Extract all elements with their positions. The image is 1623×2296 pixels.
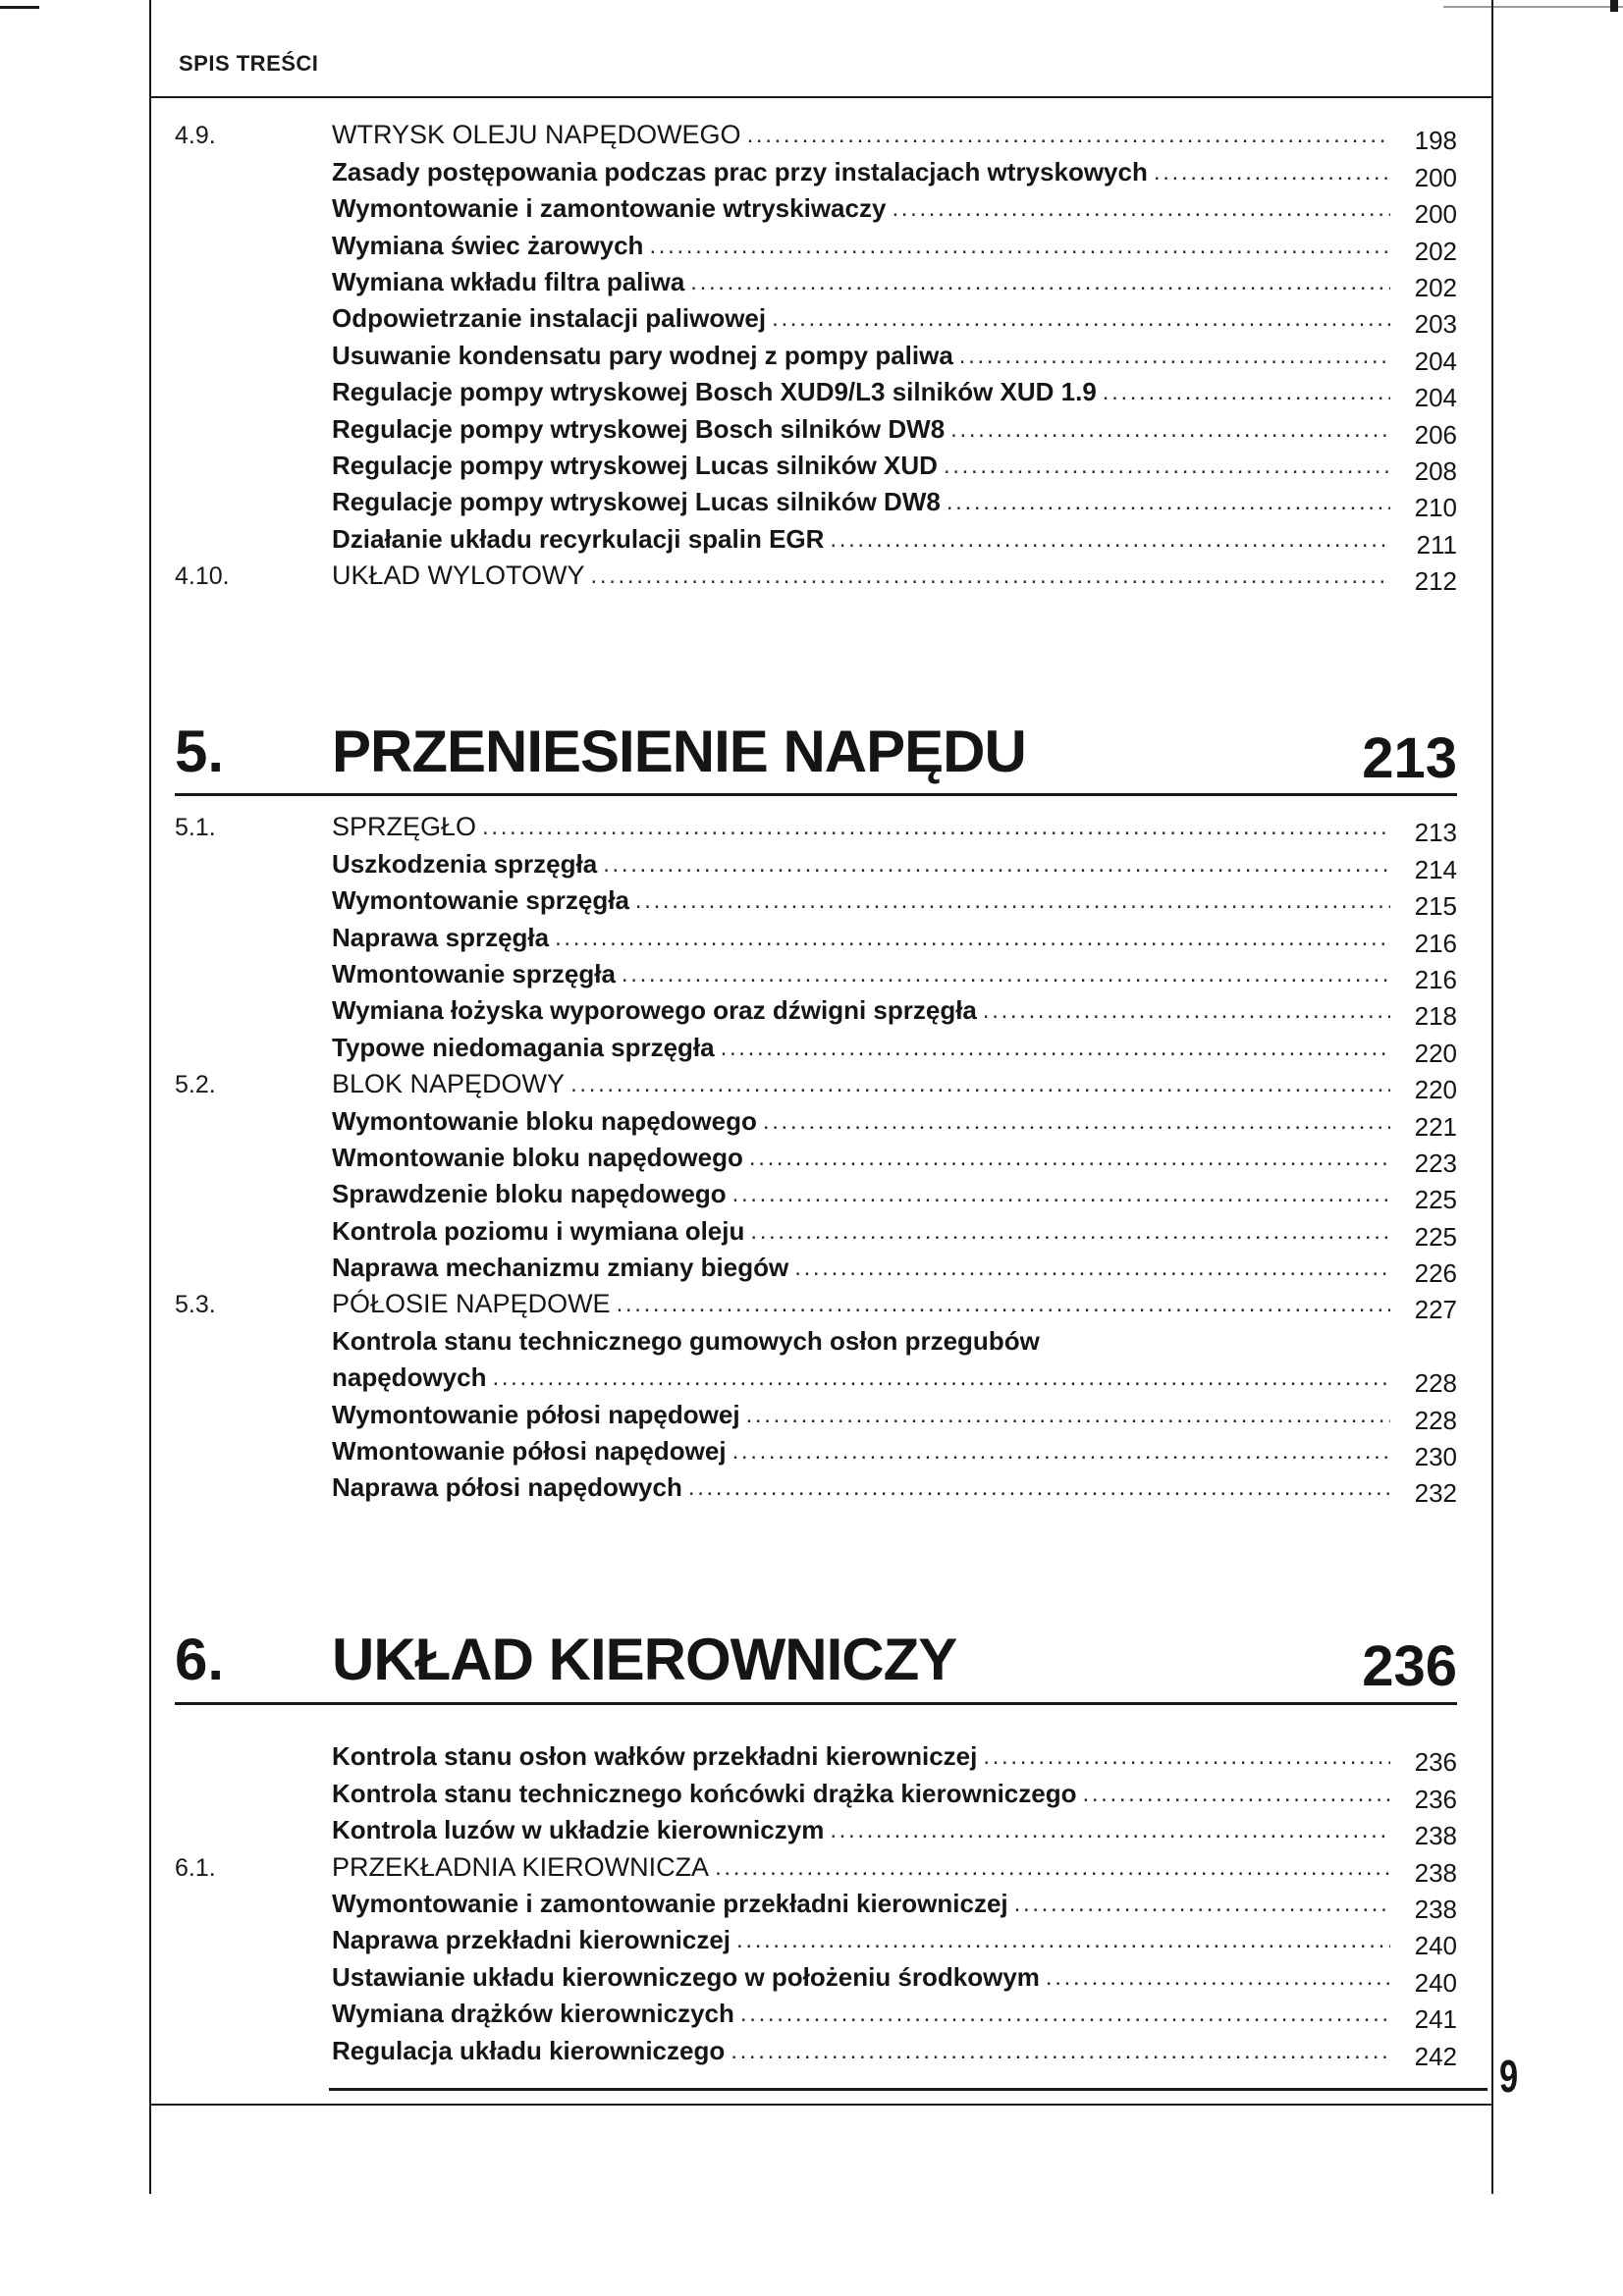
toc-entry-page: 214 [1414,854,1457,884]
toc-entry-title: Wmontowanie półosi napędowej [332,1436,727,1467]
toc-entry-title: Uszkodzenia sprzęgła [332,848,598,879]
toc-entry[interactable] [175,1847,1457,1888]
chapter-heading-5[interactable] [175,712,1457,790]
toc-entry-page: 228 [1414,1368,1457,1399]
toc-entry-page: 200 [1414,199,1457,230]
toc-entry[interactable] [175,1028,1457,1068]
toc-entry-page: 212 [1414,566,1457,597]
page-number: 9 [1499,2051,1519,2102]
toc-entry-title: Wymiana łożyska wyporowego oraz dźwigni sprzęgła [332,995,977,1026]
toc-entry-page: 240 [1414,1931,1457,1961]
leader-dots [732,1183,1390,1206]
toc-entry[interactable] [175,1285,1457,1325]
leader-dots [750,1220,1390,1244]
toc-entry-title: Odpowietrzanie instalacji paliwowej [332,303,767,334]
toc-entry-page: 218 [1414,1001,1457,1032]
toc-entry-page: 221 [1414,1111,1457,1142]
leader-dots [617,1293,1390,1316]
leader-dots [763,1110,1390,1134]
chapter-title: PRZENIESIENIE NAPĘDU [332,718,1026,784]
toc-entry[interactable] [175,336,1457,376]
toc-entry-title: Wymontowanie bloku napędowego [332,1105,757,1136]
leader-dots [603,853,1390,877]
toc-entry-page: 225 [1414,1221,1457,1252]
toc-entry-title: Regulacje pompy wtryskowej Lucas silników XUD [332,450,938,480]
toc-section-6 [175,1737,1457,2071]
toc-entry[interactable] [175,1065,1457,1105]
toc-entry-title: PÓŁOSIE NAPĘDOWE [332,1289,611,1319]
leader-dots [591,564,1390,588]
leader-dots [950,418,1390,442]
toc-entry-title: Ustawianie układu kierowniczego w położeniu środkowym [332,1961,1040,1992]
toc-entry-page: 238 [1414,1857,1457,1888]
leader-dots [622,963,1390,987]
toc-entry[interactable] [175,1139,1457,1178]
toc-entry-page: 208 [1414,455,1457,486]
footer-rule-top [329,2088,1488,2091]
toc-entry-title: Kontrola luzów w układzie kierowniczym [332,1815,825,1845]
leader-dots [1046,1966,1390,1990]
toc-entry[interactable] [175,1211,1457,1252]
toc-section-5 [175,808,1457,1509]
right-edge-mark [1610,0,1618,12]
leader-dots [555,927,1390,950]
toc-entry-page: 202 [1414,272,1457,302]
toc-entry-title: Wymiana drążków kierowniczych [332,1999,734,2029]
toc-entry-title: SPRZĘGŁO [332,812,477,842]
toc-entry-page: 216 [1414,964,1457,994]
chapter-heading-6[interactable] [175,1620,1457,1698]
toc-entry-title: Kontrola stanu technicznego końcówki drążka kierowniczego [332,1778,1077,1808]
toc-entry-page: 211 [1416,529,1457,560]
toc-entry-title: WTRYSK OLEJU NAPĘDOWEGO [332,120,741,150]
leader-dots [1103,381,1390,404]
toc-entry[interactable] [175,299,1457,340]
toc-entry-title: Zasady postępowania podczas prac przy instalacjach wtryskowych [332,156,1148,187]
toc-entry-title: PRZEKŁADNIA KIEROWNICZA [332,1851,710,1882]
toc-entry-page: 204 [1414,383,1457,413]
toc-entry-title: Działanie układu recyrkulacji spalin EGR [332,523,825,554]
toc-entry[interactable] [175,519,1457,560]
leader-dots [830,528,1390,552]
toc-entry-number: 6.1. [175,1853,216,1882]
toc-entry-title: Naprawa mechanizmu zmiany biegów [332,1253,789,1283]
toc-entry-page: 220 [1414,1075,1457,1105]
toc-entry[interactable] [175,1101,1457,1142]
leader-dots [1014,1893,1390,1916]
toc-entry[interactable] [175,1249,1457,1289]
toc-entry-title: UKŁAD WYLOTOWY [332,561,585,591]
toc-entry-title: Typowe niedomagania sprzęgła [332,1032,715,1062]
leader-dots [492,1366,1390,1390]
toc-entry-page: 238 [1414,1894,1457,1924]
toc-entry-page: 213 [1414,818,1457,848]
toc-entry-title: Naprawa przekładni kierowniczej [332,1925,731,1955]
toc-entry[interactable] [175,1921,1457,1961]
toc-entry-page: 242 [1414,2041,1457,2071]
toc-entry[interactable] [175,1359,1457,1399]
toc-entry-page: 236 [1414,1784,1457,1814]
toc-entry-title: Wymontowanie półosi napędowej [332,1399,740,1429]
toc-entry-title: Naprawa sprzęgła [332,922,550,952]
toc-entry[interactable] [175,483,1457,523]
leader-dots [649,235,1390,258]
toc-entry[interactable] [175,1995,1457,2035]
toc-entry[interactable] [175,2031,1457,2071]
toc-entry-title: Kontrola poziomu i wymiana oleju [332,1215,745,1246]
toc-entry[interactable] [175,1737,1457,1778]
toc-entry-number: 4.9. [175,122,216,150]
toc-entry-title: Kontrola stanu osłon wałków przekładni kierowniczej [332,1741,978,1772]
toc-entry-page: 202 [1414,236,1457,266]
toc-entry[interactable] [175,189,1457,230]
toc-entry-page: 198 [1414,126,1457,156]
toc-entry-number: 5.1. [175,814,216,842]
toc-entry[interactable] [175,844,1457,884]
chapter-rule [175,793,1457,796]
toc-entry-title: Usuwanie kondensatu pary wodnej z pompy paliwa [332,340,953,370]
leader-dots [1154,161,1390,185]
toc-entry[interactable] [175,152,1457,192]
toc-entry[interactable] [175,447,1457,486]
toc-entry-page: 206 [1414,419,1457,450]
leader-dots [892,197,1390,221]
footer-rule [149,2104,1493,2106]
chapter-number: 5. [175,718,225,784]
toc-entry[interactable] [175,1432,1457,1472]
leader-dots [749,1147,1390,1170]
toc-entry-page: 228 [1414,1405,1457,1435]
toc-entry-title: Regulacje pompy wtryskowej Bosch XUD9/L3 silników XUD 1.9 [332,377,1097,407]
top-edge-rule [0,6,39,9]
toc-entry-page: 230 [1414,1442,1457,1472]
toc-entry-page: 225 [1414,1185,1457,1215]
toc-entry[interactable] [175,1395,1457,1435]
toc-entry-title: Sprawdzenie bloku napędowego [332,1179,727,1209]
toc-entry[interactable] [175,955,1457,994]
toc-entry[interactable] [175,226,1457,266]
leader-dots [721,1037,1390,1060]
toc-entry[interactable] [175,373,1457,413]
toc-entry-title: Regulacje pompy wtryskowej Lucas silników DW8 [332,487,941,517]
leader-dots [983,999,1390,1023]
toc-entry-title: Wymontowanie i zamontowanie przekładni kierowniczej [332,1888,1008,1918]
leader-dots [740,2002,1390,2026]
toc-entry-number: 4.10. [175,562,230,591]
toc-entry-page: 227 [1414,1295,1457,1325]
leader-dots [730,2040,1390,2063]
toc-entry[interactable] [175,263,1457,302]
toc-entry-page: 232 [1414,1478,1457,1509]
leader-dots [690,271,1390,294]
toc-entry-page: 203 [1414,309,1457,340]
leader-dots [794,1256,1390,1280]
toc-entry[interactable] [175,1885,1457,1924]
toc-entry-page: 240 [1414,1967,1457,1998]
toc-entry-title: Kontrola stanu technicznego gumowych osłon przegubów [332,1325,1040,1356]
toc-entry[interactable] [175,1957,1457,1998]
toc-entry-title: Wymiana świec żarowych [332,230,644,260]
leader-dots [482,816,1390,839]
right-frame-line [1491,0,1493,2194]
toc-entry-title: Wymontowanie i zamontowanie wtryskiwaczy [332,193,887,224]
top-edge-rule-right [1443,6,1623,8]
leader-dots [944,454,1390,478]
toc-entry[interactable] [175,1811,1457,1851]
header-rule [149,96,1493,98]
toc-entry-title: BLOK NAPĘDOWY [332,1069,566,1099]
chapter-title: UKŁAD KIEROWNICZY [332,1626,957,1692]
toc-entry-title: Naprawa półosi napędowych [332,1472,682,1503]
chapter-page: 236 [1362,1633,1457,1698]
toc-entry-first-line[interactable] [175,1321,1457,1358]
toc-entry-title: Regulacja układu kierowniczego [332,2035,726,2065]
toc-entry-title: Wmontowanie bloku napędowego [332,1142,743,1172]
toc-entry[interactable] [175,991,1457,1032]
leader-dots [947,491,1390,514]
chapter-page: 213 [1362,725,1457,790]
toc-entry[interactable] [175,1774,1457,1814]
leader-dots [736,1929,1390,1952]
leader-dots [688,1476,1390,1500]
leader-dots [959,345,1390,368]
leader-dots [1082,1783,1390,1806]
toc-entry-title: Regulacje pompy wtryskowej Bosch silników DW8 [332,413,946,444]
leader-dots [772,307,1390,331]
toc-entry-title: Wymontowanie sprzęgła [332,885,629,916]
toc-entry-number: 5.3. [175,1291,216,1319]
leader-dots [635,889,1390,913]
toc-entry-page: 200 [1414,162,1457,192]
toc-entry-page: 210 [1414,493,1457,523]
toc-entry-page: 223 [1414,1148,1457,1178]
toc-entry-page: 216 [1414,928,1457,958]
toc-entry-number [175,2066,332,2068]
toc-entry-number: 5.2. [175,1071,216,1099]
toc-entry-page: 238 [1414,1821,1457,1851]
leader-dots [747,124,1390,147]
toc-entry-page: 220 [1414,1038,1457,1068]
leader-dots [746,1404,1390,1427]
toc-entry-number [175,1503,332,1505]
chapter-rule [175,1702,1457,1705]
toc-entry[interactable] [175,808,1457,848]
toc-entry-page: 226 [1414,1258,1457,1289]
leader-dots [983,1745,1390,1769]
leader-dots [830,1819,1390,1842]
toc-entry[interactable] [175,409,1457,450]
left-frame-line [149,0,151,2194]
leader-dots [732,1440,1390,1464]
toc-entry[interactable] [175,881,1457,922]
running-header: SPIS TREŚCI [179,51,319,76]
toc-entry[interactable] [175,918,1457,958]
toc-entry[interactable] [175,557,1457,597]
toc-entry-page: 215 [1414,891,1457,922]
toc-entry[interactable] [175,116,1457,156]
toc-entry-title: Wymiana wkładu filtra paliwa [332,266,685,296]
toc-entry-page: 236 [1414,1747,1457,1778]
toc-entry-page: 241 [1414,2004,1457,2035]
chapter-number: 6. [175,1626,225,1692]
toc-entry-title: Wmontowanie sprzęgła [332,958,616,988]
leader-dots [570,1073,1390,1096]
toc-section-4 [175,116,1457,597]
leader-dots [715,1856,1390,1880]
toc-entry-title: napędowych [332,1362,487,1393]
toc-entry[interactable] [175,1175,1457,1215]
toc-entry-page: 204 [1414,346,1457,376]
toc-entry[interactable] [175,1468,1457,1509]
